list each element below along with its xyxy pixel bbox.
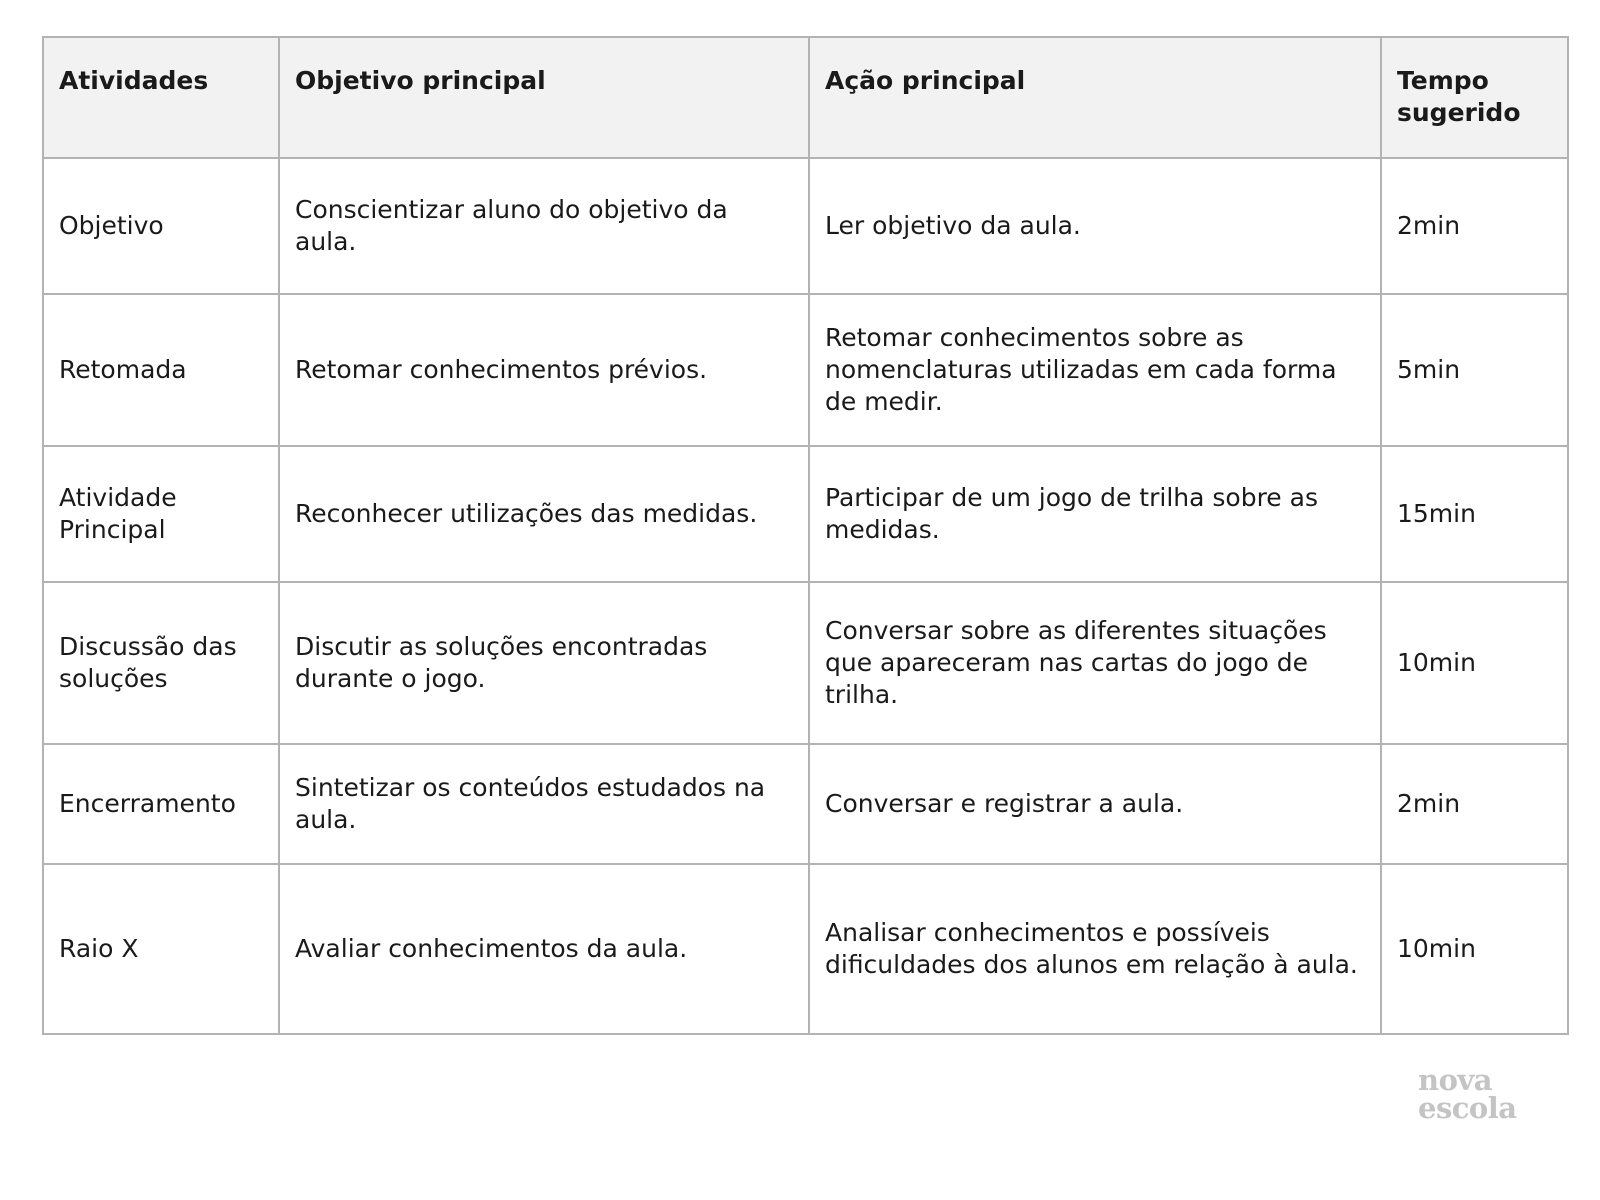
table-row [43,446,1568,582]
cell-action: Conversar sobre as diferentes situações que apareceram nas cartas do jogo de trilha. [809,582,1381,744]
cell-action: Conversar e registrar a aula. [809,744,1381,864]
cell-objective: Discutir as soluções encontradas durante o jogo. [279,582,809,744]
cell-time: 2min [1381,158,1568,294]
cell-activity: Raio X [43,864,279,1034]
cell-time: 5min [1381,294,1568,446]
cell-time: 10min [1381,582,1568,744]
table-header [43,37,1568,158]
cell-time: 2min [1381,744,1568,864]
table-body [43,158,1568,1034]
cell-objective: Conscientizar aluno do objetivo da aula. [279,158,809,294]
cell-objective: Retomar conhecimentos prévios. [279,294,809,446]
header-row [43,37,1568,158]
lesson-plan-table [42,36,1569,1035]
logo-line-nova: nova [1418,1063,1493,1097]
cell-activity: Retomada [43,294,279,446]
nova-escola-logo [1418,1063,1517,1125]
cell-objective: Reconhecer utilizações das medidas. [279,446,809,582]
cell-action: Participar de um jogo de trilha sobre as medidas. [809,446,1381,582]
header-acao-principal: Ação principal [809,37,1381,158]
cell-action: Analisar conhecimentos e possíveis dificuldades dos alunos em relação à aula. [809,864,1381,1034]
table-row [43,864,1568,1034]
cell-objective: Avaliar conhecimentos da aula. [279,864,809,1034]
cell-activity: Objetivo [43,158,279,294]
table-row [43,158,1568,294]
header-tempo-sugerido: Tempo sugerido [1381,37,1568,158]
cell-time: 15min [1381,446,1568,582]
header-objetivo-principal: Objetivo principal [279,37,809,158]
table-row [43,294,1568,446]
cell-activity: Atividade Principal [43,446,279,582]
cell-activity: Encerramento [43,744,279,864]
cell-action: Ler objetivo da aula. [809,158,1381,294]
cell-objective: Sintetizar os conteúdos estudados na aula. [279,744,809,864]
table-row [43,582,1568,744]
cell-action: Retomar conhecimentos sobre as nomenclaturas utilizadas em cada forma de medir. [809,294,1381,446]
header-atividades: Atividades [43,37,279,158]
table-row [43,744,1568,864]
cell-time: 10min [1381,864,1568,1034]
cell-activity: Discussão das soluções [43,582,279,744]
logo-line-escola: escola [1418,1091,1517,1125]
